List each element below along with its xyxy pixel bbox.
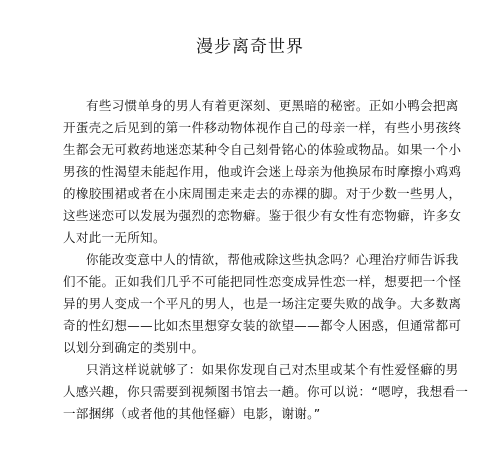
paragraph-1-line-1: 有些习惯单身的男人有着更深刻、更黑暗的秘密。正如小鸭会把离 bbox=[86, 98, 459, 113]
paragraph-2-line-2: 们不能。正如我们几乎不可能把同性恋变成异性恋一样，想要把一个怪 bbox=[63, 274, 462, 289]
paragraph-1-line-3: 生都会无可救药地迷恋某种令自己刻骨铭心的体验或物品。如果一个小 bbox=[63, 142, 462, 157]
paragraph-1-line-2: 开蛋壳之后见到的第一件移动物体视作自己的母亲一样，有些小男孩终 bbox=[63, 120, 462, 135]
paragraph-3-line-2: 人感兴趣，你只需要到视频图书馆去一趟。你可以说：“嗯哼，我想看一 bbox=[63, 384, 469, 399]
paragraph-2-line-1: 你能改变意中人的情欲，帮他戒除这些执念吗？心理治疗师告诉我 bbox=[86, 252, 459, 267]
paragraph-1-line-4: 男孩的性渴望未能起作用，他或许会迷上母亲为他换尿布时摩擦小鸡鸡 bbox=[63, 164, 462, 179]
paragraph-3-line-3: 一部捆绑（或者他的其他怪癖）电影，谢谢。” bbox=[63, 406, 321, 421]
page-title: 漫步离奇世界 bbox=[196, 37, 304, 57]
paragraph-1-line-7: 人对此一无所知。 bbox=[63, 230, 166, 245]
paragraph-2-line-5: 以划分到确定的类别中。 bbox=[63, 340, 205, 355]
paragraph-3-line-1: 只消这样说就够了：如果你发现自己对杰里或某个有性爱怪癖的男 bbox=[86, 362, 459, 377]
paragraph-2-line-4: 奇的性幻想——比如杰里想穿女装的欲望——都令人困惑，但通常都可 bbox=[63, 318, 462, 333]
paragraph-2-line-3: 异的男人变成一个平凡的男人，也是一场注定要失败的战争。大多数离 bbox=[63, 296, 462, 311]
paragraph-1-line-5: 的橡胶围裙或者在小床周围走来走去的赤裸的脚。对于少数一些男人， bbox=[63, 186, 462, 201]
paragraph-1-line-6: 这些迷恋可以发展为强烈的恋物癖。鉴于很少有女性有恋物癖，许多女 bbox=[63, 208, 462, 223]
